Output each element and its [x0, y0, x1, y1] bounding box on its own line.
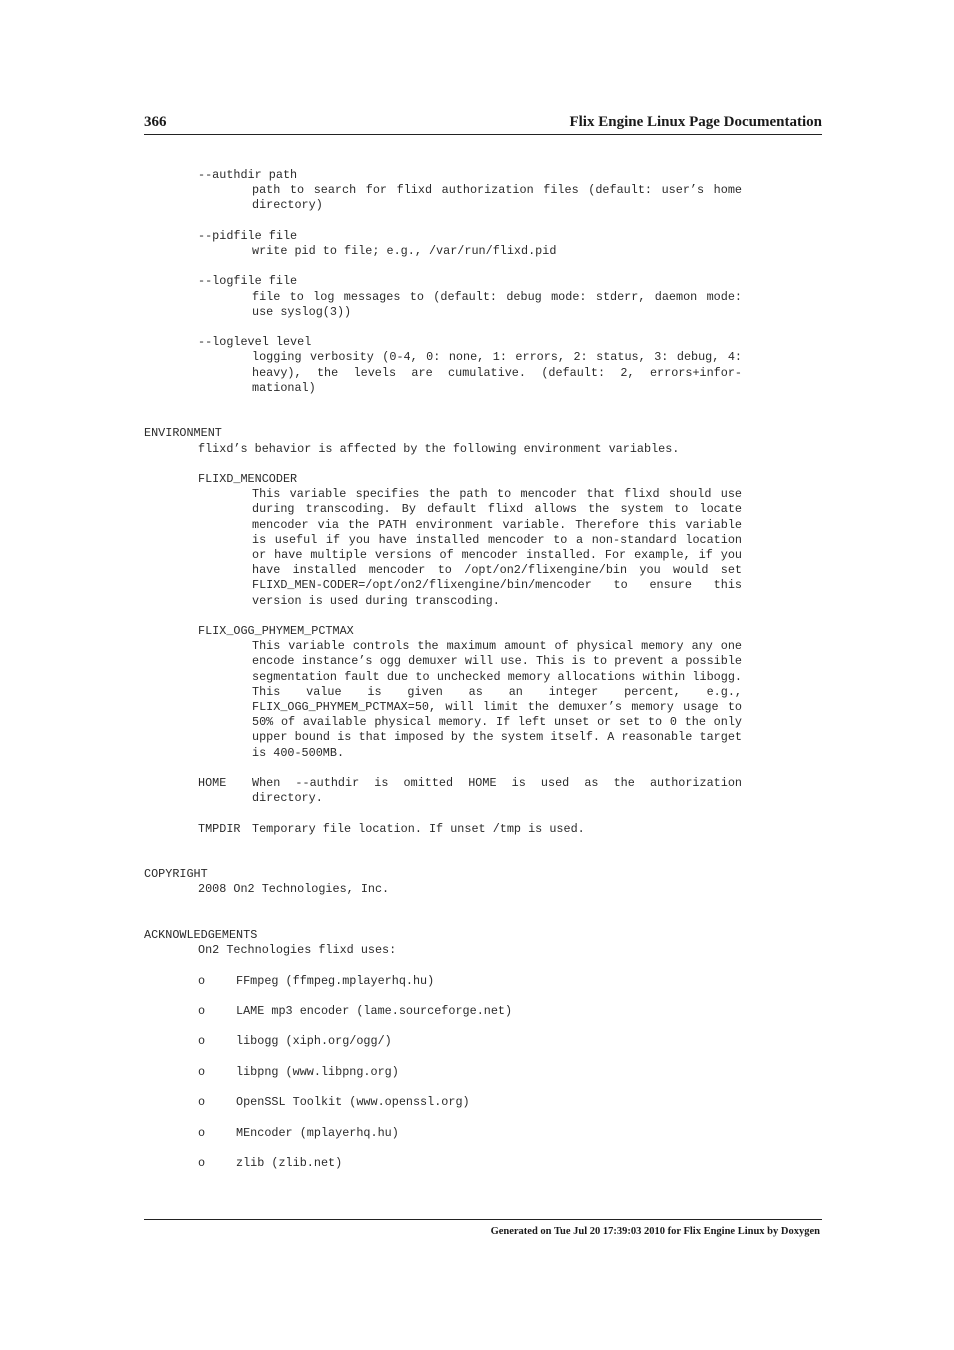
env-var-description: This variable specifies the path to mencoder that flixd should use during transcoding. By default flixd allows the system to locate mencoder via the PATH environment variable. Therefore this variable is useful if you have installed mencoder to a non-standard location or have multiple versions of mencoder installed. For example, if you have installed mencoder to /opt/on2/flixengine/bin you would set FLIXD_MEN-CODER=/opt/on2/flixengine/bin/mencoder to ensure this version is used during transcoding.: [252, 487, 742, 608]
page-footer: [144, 1219, 822, 1237]
copyright-section: [144, 867, 754, 897]
env-var-tmpdir: [198, 822, 754, 837]
option-description: logging verbosity (0-4, 0: none, 1: errors, 2: status, 3: debug, 4: heavy), the levels are cumulative. (default: 2, errors+infor-mational): [252, 350, 742, 395]
list-item-text: LAME mp3 encoder (lame.sourceforge.net): [236, 1003, 513, 1018]
list-item: [198, 974, 754, 989]
section-title-acknowledgements: ACKNOWLEDGEMENTS: [144, 928, 258, 942]
env-var-name: HOME: [198, 776, 227, 791]
environment-section: [144, 426, 754, 836]
env-var-description: Temporary file location. If unset /tmp is used.: [252, 821, 585, 836]
list-item-text: OpenSSL Toolkit (www.openssl.org): [236, 1095, 470, 1110]
option-description: write pid to file; e.g., /var/run/flixd.pid: [252, 244, 557, 258]
env-var-name: FLIX_OGG_PHYMEM_PCTMAX: [198, 624, 354, 638]
env-var-description: When --authdir is omitted HOME is used as the authorization directory.: [252, 776, 742, 806]
list-item: [198, 1065, 754, 1080]
bullet: o: [198, 1003, 206, 1018]
section-title-copyright: COPYRIGHT: [144, 867, 208, 882]
option-authdir: [198, 168, 754, 214]
list-item: [198, 1034, 754, 1049]
option-name: --loglevel level: [198, 335, 312, 350]
page-header: [144, 114, 822, 135]
environment-intro: flixd’s behavior is affected by the following environment variables.: [198, 441, 680, 456]
option-description: file to log messages to (default: debug mode: stderr, daemon mode: use syslog(3)): [252, 289, 742, 319]
list-item: [198, 1156, 754, 1171]
bullet: o: [198, 1155, 206, 1170]
option-description: path to search for flixd authorization files (default: user’s home directory): [252, 183, 742, 213]
option-logfile: [198, 274, 754, 320]
list-item-text: libogg (xiph.org/ogg/): [236, 1034, 392, 1049]
man-page-content: [144, 168, 754, 1186]
option-loglevel: [198, 335, 754, 396]
env-var-flix-ogg-phymem-pctmax: [198, 624, 754, 761]
acknowledgements-intro: On2 Technologies flixd uses:: [198, 943, 397, 958]
option-name: --authdir path: [198, 168, 298, 182]
bullet: o: [198, 1034, 206, 1049]
bullet: o: [198, 1095, 206, 1110]
section-title-environment: ENVIRONMENT: [144, 426, 222, 441]
bullet: o: [198, 1064, 206, 1079]
document-title: Flix Engine Linux Page Documentation: [569, 114, 822, 130]
options-list: [144, 168, 754, 396]
copyright-text: 2008 On2 Technologies, Inc.: [198, 882, 390, 897]
env-var-home: [198, 776, 754, 806]
option-name: --logfile file: [198, 274, 298, 289]
list-item-text: MEncoder (mplayerhq.hu): [236, 1125, 399, 1140]
bullet: o: [198, 1125, 206, 1140]
list-item: [198, 1004, 754, 1019]
env-var-description: This variable controls the maximum amount of physical memory any one encode instance’s ogg demuxer will use. This is to prevent a possible segmentation fault due to unchecked memory allocations within libogg. This value is given as an integer percent, e.g., FLIX_OGG_PHYMEM_PCTMAX=50, will limit the demuxer’s memory usage to 50% of available physical memory. If left unset or set to 0 the only upper bound is that imposed by the system itself. A reasonable target is 400-500MB.: [252, 639, 742, 760]
env-var-name: FLIXD_MENCODER: [198, 471, 298, 486]
option-name: --pidfile file: [198, 228, 298, 243]
list-item: [198, 1095, 754, 1110]
acknowledgements-section: [144, 928, 754, 1171]
bullet: o: [198, 973, 206, 988]
footer-text: Generated on Tue Jul 20 17:39:03 2010 for Flix Engine Linux by Doxygen: [490, 1226, 820, 1237]
env-var-name: TMPDIR: [198, 821, 241, 836]
list-item-text: libpng (www.libpng.org): [236, 1064, 399, 1079]
list-item: [198, 1126, 754, 1141]
list-item-text: FFmpeg (ffmpeg.mplayerhq.hu): [236, 973, 435, 988]
list-item-text: zlib (zlib.net): [236, 1155, 343, 1170]
option-pidfile: [198, 229, 754, 259]
page-number: 366: [144, 114, 167, 130]
env-var-flixd-mencoder: [198, 472, 754, 609]
